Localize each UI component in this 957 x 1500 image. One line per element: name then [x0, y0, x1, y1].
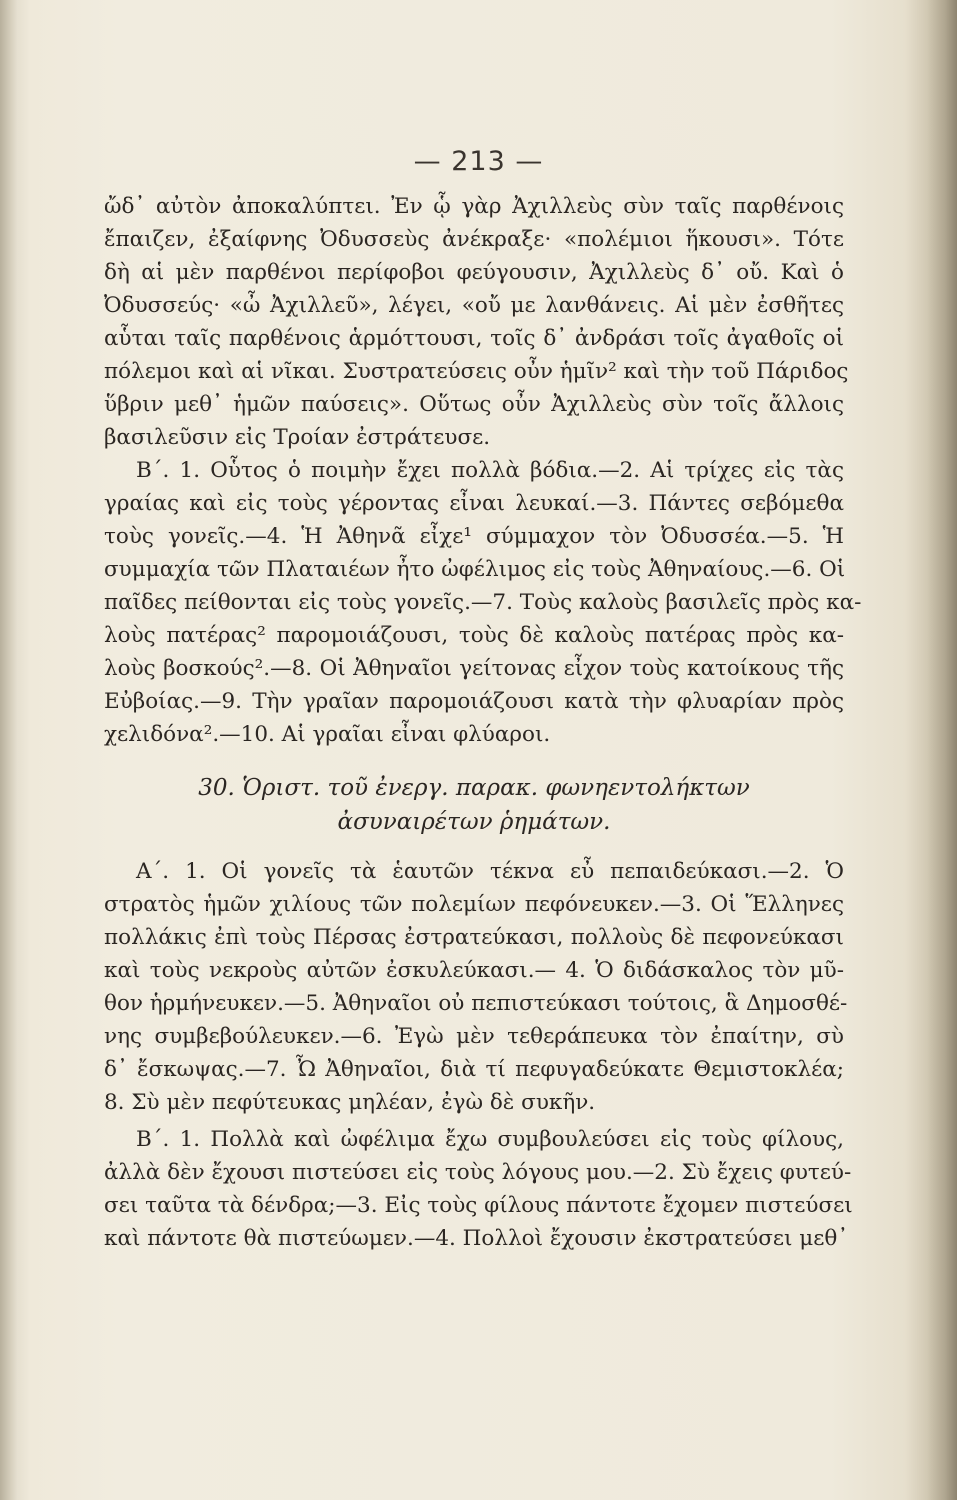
text-line: ὤδ᾽ αὐτὸν ἀποκαλύπτει. Ἐν ᾧ γὰρ Ἀχιλλεὺς σὺν ταῖς παρθένοις [104, 194, 844, 219]
text-line: λοὺς πατέρας² παρομοιάζουσι, τοὺς δὲ καλοὺς πατέρας πρὸς κα- [104, 623, 844, 648]
text-line: στρατὸς ἡμῶν χιλίους τῶν πολεμίων πεφόνευκεν.—3. Οἱ Ἕλληνες [104, 892, 844, 917]
text-line: πόλεμοι καὶ αἱ νῖκαι. Συστρατεύσεις οὖν ἡμῖν² καὶ τὴν τοῦ Πάριδος [104, 359, 849, 384]
page-edge-shadow [927, 0, 957, 1500]
text-line: δ᾽ ἔσκωψας.—7. Ὦ Ἀθηναῖοι, διὰ τί πεφυγαδεύκατε Θεμιστοκλέα; [104, 1057, 844, 1082]
text-line: Β΄. 1. Πολλὰ καὶ ὠφέλιμα ἔχω συμβουλεύσει εἰς τοὺς φίλους, [136, 1127, 844, 1152]
text-line: θον ἡρμήνευκεν.—5. Ἀθηναῖοι οὐ πεπιστεύκασι τούτοις, ἃ Δημοσθέ- [104, 991, 848, 1016]
text-line: 8. Σὺ μὲν πεφύτευκας μηλέαν, ἐγὼ δὲ συκῆν. [104, 1090, 596, 1115]
text-line: δὴ αἱ μὲν παρθένοι περίφοβοι φεύγουσιν, Ἀχιλλεὺς δ᾽ οὔ. Καὶ ὁ [104, 260, 844, 285]
section-heading-continued: ἀσυναιρέτων ῥημάτων. [337, 809, 611, 835]
text-line: νης συμβεβούλευκεν.—6. Ἐγὼ μὲν τεθεράπευκα τὸν ἐπαίτην, σὺ [104, 1024, 844, 1049]
text-line: Β΄. 1. Οὗτος ὁ ποιμὴν ἔχει πολλὰ βόδια.—2. Αἱ τρίχες εἰς τὰς [136, 458, 844, 483]
text-line: Εὐβοίας.—9. Τὴν γραῖαν παρομοιάζουσι κατὰ τὴν φλυαρίαν πρὸς [104, 689, 844, 714]
text-line: αὗται ταῖς παρθένοις ἁρμόττουσι, τοῖς δ᾽ ἀνδράσι τοῖς ἀγαθοῖς οἱ [104, 326, 844, 351]
text-line: καὶ πάντοτε θὰ πιστεύωμεν.—4. Πολλοὶ ἔχουσιν ἐκστρατεύσει μεθ᾽ [104, 1226, 849, 1251]
text-line: συμμαχία τῶν Πλαταιέων ἦτο ὠφέλιμος εἰς τοὺς Ἀθηναίους.—6. Οἱ [104, 557, 846, 582]
text-line: βασιλεῦσιν εἰς Τροίαν ἐστράτευσε. [104, 425, 491, 450]
paragraph-2 [104, 454, 862, 751]
paragraph-3 [104, 855, 848, 1119]
text-line: πολλάκις ἐπὶ τοὺς Πέρσας ἐστρατεύκασι, πολλοὺς δὲ πεφονεύκασι [104, 925, 844, 950]
text-line: σει ταῦτα τὰ δένδρα;—3. Εἰς τοὺς φίλους πάντοτε ἔχομεν πιστεύσει [104, 1193, 853, 1218]
text-line: λοὺς βοσκούς².—8. Οἱ Ἀθηναῖοι γείτονας εἶχον τοὺς κατοίκους τῆς [104, 656, 844, 681]
paragraph-1 [104, 190, 849, 454]
page-number: — 213 — [413, 146, 544, 177]
text-line: γραίας καὶ εἰς τοὺς γέροντας εἶναι λευκαί.—3. Πάντες σεβόμεθα [104, 491, 844, 516]
section-heading: 30. Ὁριστ. τοῦ ἐνεργ. παρακ. φωνηεντολήκτων [198, 775, 750, 801]
text-line: Ὀδυσσεύς· «ὦ Ἀχιλλεῦ», λέγει, «οὔ με λανθάνεις. Αἱ μὲν ἐσθῆτες [104, 293, 844, 318]
text-line: Α΄. 1. Οἱ γονεῖς τὰ ἑαυτῶν τέκνα εὖ πεπαιδεύκασι.—2. Ὁ [136, 859, 844, 884]
text-line: ὕβριν μεθ᾽ ἡμῶν παύσεις». Οὕτως οὖν Ἀχιλλεὺς σὺν τοῖς ἄλλοις [104, 392, 844, 417]
text-line: χελιδόνα².—10. Αἱ γραῖαι εἶναι φλύαροι. [104, 722, 551, 747]
page-text [104, 190, 862, 1255]
book-spine-shadow [0, 0, 18, 1500]
text-line: παῖδες πείθονται εἰς τοὺς γονεῖς.—7. Τοὺς καλοὺς βασιλεῖς πρὸς κα- [104, 590, 862, 615]
text-line: τοὺς γονεῖς.—4. Ἡ Ἀθηνᾶ εἶχε¹ σύμμαχον τὸν Ὀδυσσέα.—5. Ἡ [104, 524, 844, 549]
text-line: ἀλλὰ δὲν ἔχουσι πιστεύσει εἰς τοὺς λόγους μου.—2. Σὺ ἔχεις φυτεύ- [104, 1160, 852, 1185]
text-line: ἔπαιζεν, ἐξαίφνης Ὀδυσσεὺς ἀνέκραξε· «πολέμιοι ἥκουσι». Τότε [104, 227, 844, 252]
paragraph-4 [104, 1123, 853, 1255]
text-line: καὶ τοὺς νεκροὺς αὐτῶν ἐσκυλεύκασι.— 4. Ὁ διδάσκαλος τὸν μῦ- [104, 958, 844, 983]
